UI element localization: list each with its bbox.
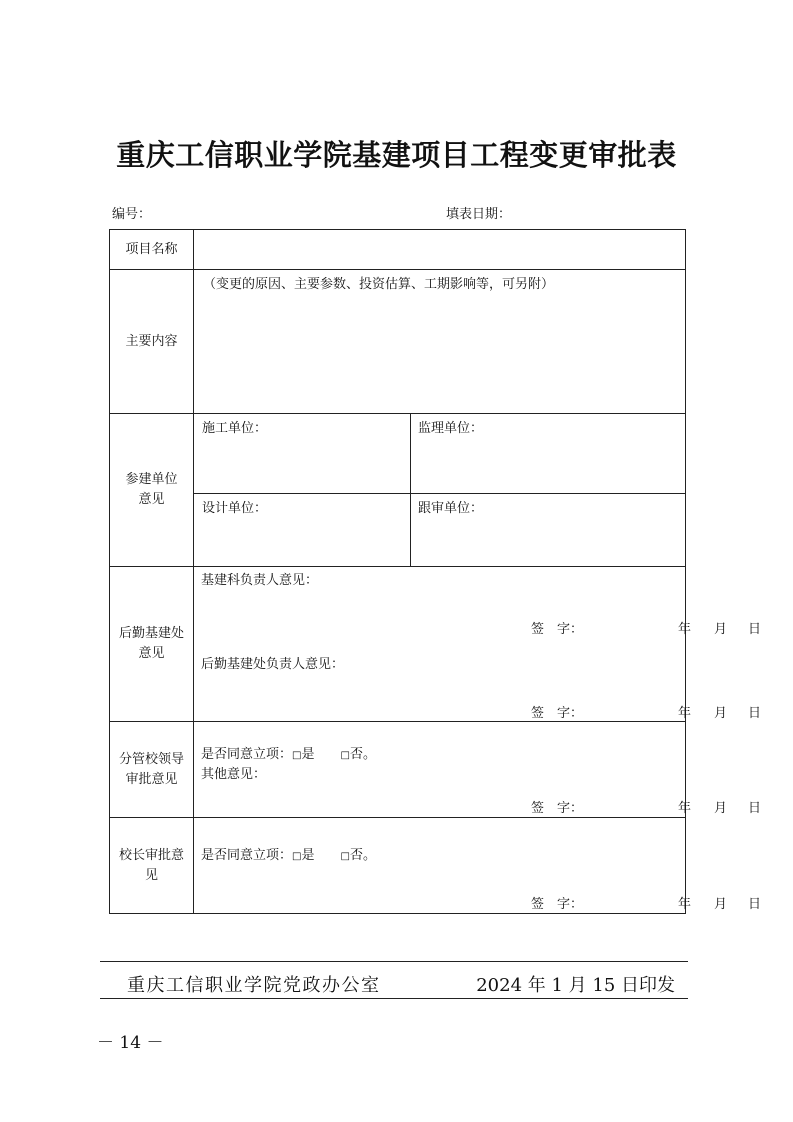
month-label: 月 [714, 622, 728, 637]
day-label: 日 [748, 801, 762, 816]
design-unit-field[interactable] [194, 494, 411, 567]
no-checkbox-icon[interactable]: □ [340, 851, 350, 862]
audit-unit-label: 跟审单位： [418, 501, 484, 516]
president-label-line2: 见 [144, 867, 158, 883]
year-label: 年 [678, 706, 692, 721]
yes-label: 是 [301, 747, 315, 762]
construction-unit-field[interactable] [194, 414, 411, 494]
signature-label: 签 字： [531, 801, 584, 816]
no-label: 否。 [349, 848, 376, 863]
section-head-opinion-label: 基建科负责人意见： [201, 573, 319, 588]
day-label: 日 [748, 706, 762, 721]
participants-label-line1: 参建单位 [125, 472, 178, 487]
yes-checkbox-icon[interactable]: □ [292, 851, 302, 862]
design-unit-label: 设计单位： [202, 501, 268, 516]
vice-leader-label-line2: 审批意见 [125, 771, 178, 787]
supervision-unit-label: 监理单位： [418, 421, 484, 436]
vice-leader-label [110, 722, 194, 818]
president-label [110, 818, 194, 914]
logistics-label-line2: 意见 [138, 646, 165, 661]
signature-label: 签 字： [531, 706, 584, 721]
year-label: 年 [678, 801, 692, 816]
construction-unit-label: 施工单位： [202, 421, 268, 436]
project-name-field[interactable] [194, 230, 686, 270]
footer-bottom-rule [100, 998, 688, 999]
day-label: 日 [748, 622, 762, 637]
vice-leader-opinion-field[interactable] [194, 722, 762, 818]
month-label: 月 [714, 897, 728, 912]
main-content-field[interactable] [194, 270, 686, 414]
number-label: 编号： [112, 207, 152, 222]
footer-top-rule [100, 961, 688, 962]
other-opinion-label: 其他意见： [201, 767, 267, 782]
day-label: 日 [748, 897, 762, 912]
signature-label: 签 字： [531, 897, 584, 912]
form-title: 重庆工信职业学院基建项目工程变更审批表 [116, 138, 677, 172]
approval-form-table [109, 229, 762, 914]
month-label: 月 [714, 801, 728, 816]
main-content-label: 主要内容 [110, 270, 194, 414]
logistics-label [110, 567, 194, 722]
no-checkbox-icon[interactable]: □ [340, 750, 350, 761]
president-opinion-field[interactable] [194, 818, 762, 914]
logistics-opinion-field[interactable] [194, 567, 762, 722]
signature-label: 签 字： [531, 622, 584, 637]
date-label: 填表日期： [446, 207, 512, 222]
participants-label [110, 414, 194, 567]
approve-question: 是否同意立项：□是 □否。 [201, 747, 376, 762]
year-label: 年 [678, 897, 692, 912]
footer-office: 重庆工信职业学院党政办公室 [127, 975, 381, 996]
dept-head-opinion-label: 后勤基建处负责人意见： [201, 657, 345, 672]
project-name-label: 项目名称 [110, 230, 194, 270]
month-label: 月 [714, 706, 728, 721]
president-label-line1: 校长审批意 [118, 847, 184, 863]
year-label: 年 [678, 622, 692, 637]
audit-unit-field[interactable] [411, 494, 686, 567]
approve-question: 是否同意立项：□是 □否。 [201, 848, 376, 863]
supervision-unit-field[interactable] [411, 414, 686, 494]
yes-checkbox-icon[interactable]: □ [292, 750, 302, 761]
page-number: － 14 － [97, 1033, 164, 1053]
main-content-hint: （变更的原因、主要参数、投资估算、工期影响等，可另附） [203, 277, 555, 292]
vice-leader-label-line1: 分管校领导 [118, 751, 184, 767]
participants-label-line2: 意见 [138, 492, 165, 507]
logistics-label-line1: 后勤基建处 [118, 626, 184, 641]
yes-label: 是 [301, 848, 315, 863]
footer-issue-date: 2024 年 1 月 15 日印发 [476, 975, 675, 996]
no-label: 否。 [349, 747, 376, 762]
